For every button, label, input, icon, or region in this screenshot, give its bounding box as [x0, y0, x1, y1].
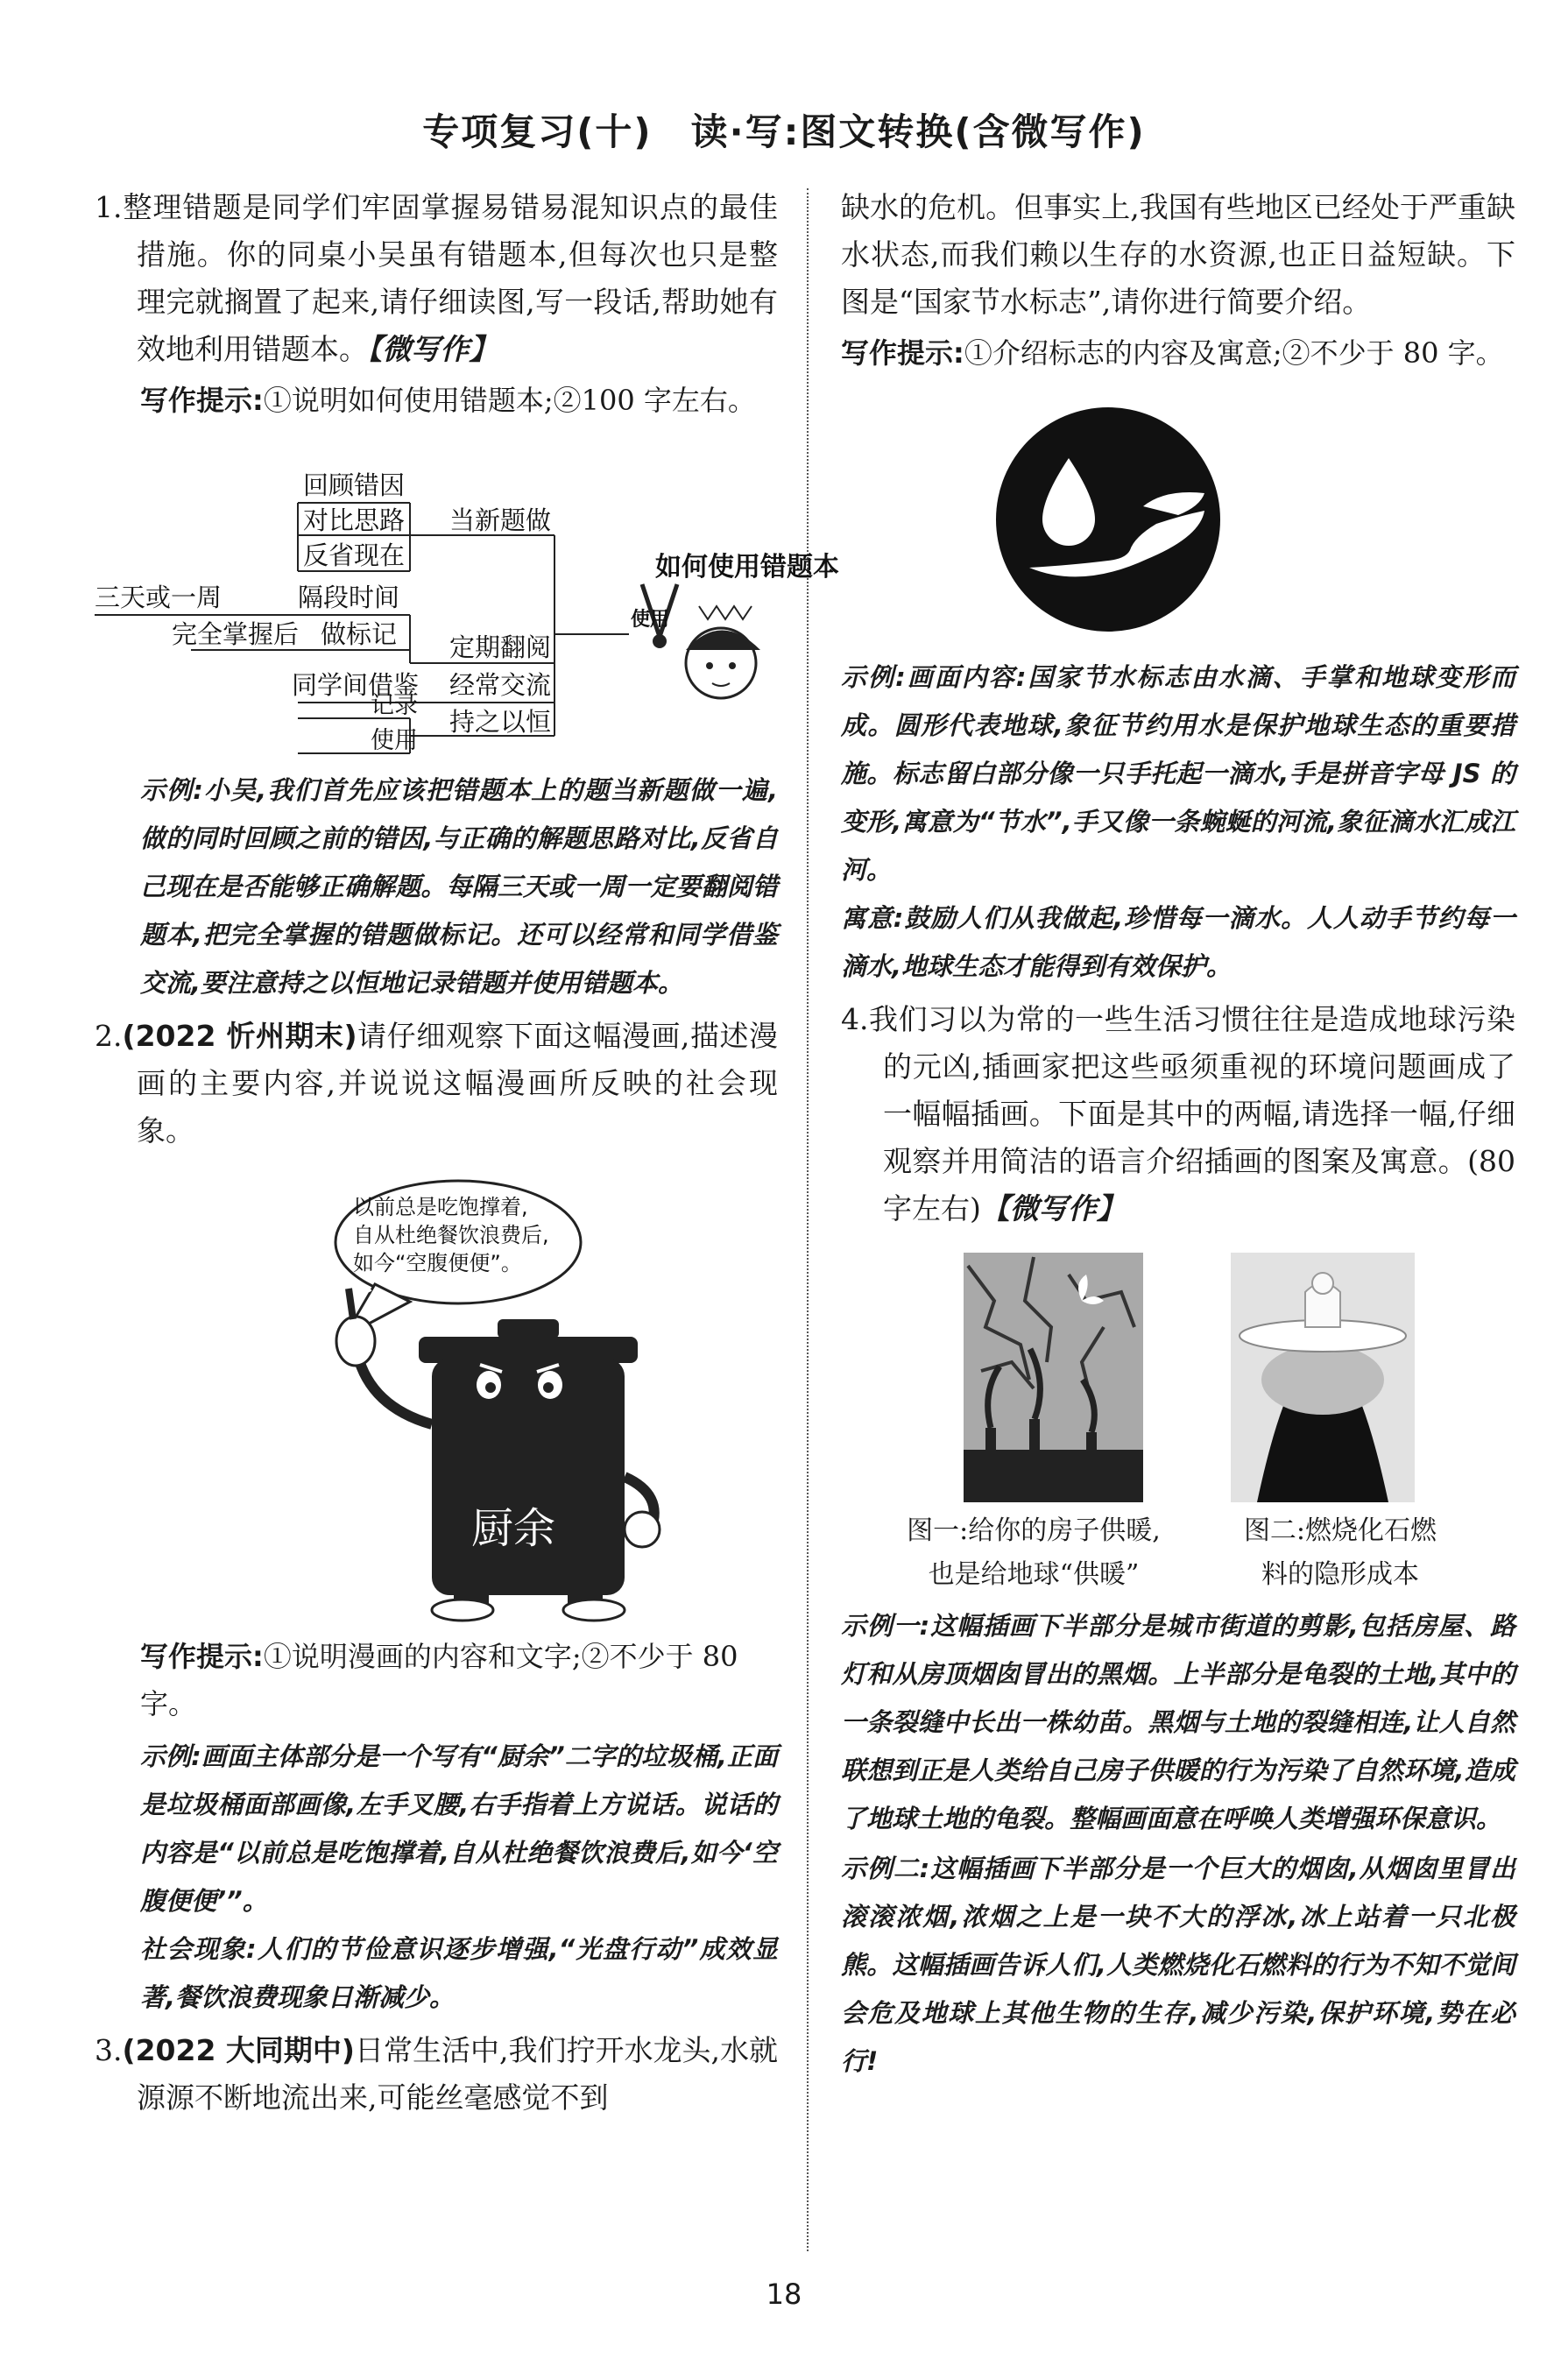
diagram-branch: 经常交流: [449, 670, 552, 700]
q2-text: 2.(2022 忻州期末)请仔细观察下面这幅漫画,描述漫画的主要内容,并说说这幅漫画所反映的社会现象。: [95, 1019, 778, 1148]
q4-answer-two: 示例二:这幅插画下半部分是一个巨大的烟囱,从烟囱里冒出滚滚浓烟,浓烟之上是一块不大的浮冰,冰上站着一只北极熊。这幅插画告诉人们,人类燃烧化石燃料的行为不知不觉间会危及地球上其他生物的生存,减少污染,保护环境,势在必行!: [841, 1854, 1515, 2076]
q3-meaning: 寓意:鼓励人们从我做起,珍惜每一滴水。人人动手节约每一滴水,地球生态才能得到有效保护。: [841, 903, 1515, 981]
q2-cartoon: [95, 1162, 778, 1626]
q1-diagram: [95, 431, 839, 759]
page-title: 专项复习(十) 读·写:图文转换(含微写作): [422, 110, 1146, 153]
q2-hint: 写作提示:①说明漫画的内容和文字;②不少于 80 字。: [140, 1640, 738, 1720]
diagram-use-label: 使用: [631, 609, 670, 631]
q1-answer: 示例:小吴,我们首先应该把错题本上的题当新题做一遍,做的同时回顾之前的错因,与正确的解题思路对比,反省自己现在是否能够正确解题。每隔三天或一周一定要翻阅错题本,把完全掌握的错题做标记。还可以经常和同学借鉴交流,要注意持之以恒地记录错题并使用错题本。: [140, 775, 778, 998]
q3-answer: 示例:画面内容:国家节水标志由水滴、手掌和地球变形而成。圆形代表地球,象征节约用水是保护地球生态的重要措施。标志留白部分像一只手托起一滴水,手是拼音字母 JS 的变形,寓意为“节水”,手又像一条蜿蜒的河流,象征滴水汇成江河。: [841, 662, 1515, 885]
q3-hint: 写作提示:①介绍标志的内容及寓意;②不少于 80 字。: [841, 336, 1504, 370]
q1-text: 1.整理错题是同学们牢固掌握易错易混知识点的最佳措施。你的同桌小吴虽有错题本,但每次也只是整理完就搁置了起来,请仔细读图,写一段话,帮助她有效地利用错题本。【微写作】: [95, 190, 778, 366]
page-number: 18: [766, 2278, 802, 2311]
cartoon-student-icon: [642, 584, 760, 698]
diagram-branch: 当新题做: [449, 505, 552, 535]
diagram-item: 记录: [371, 692, 418, 719]
q1-hint: 写作提示:①说明如何使用错题本;②100 字左右。: [140, 384, 756, 417]
left-column: [95, 184, 839, 2122]
diagram-title: 如何使用错题本: [655, 552, 839, 583]
diagram-item: 同学间借鉴: [292, 670, 420, 700]
q2-answer: 示例:画面主体部分是一个写有“厨余”二字的垃圾桶,正面是垃圾桶面部画像,左手叉腰,右手指着上方说话。说话的内容是“以前总是吃饱撑着,自从杜绝餐饮浪费后,如今‘空腹便便’”。: [140, 1741, 778, 1916]
trash-can-label: 厨余: [471, 1504, 556, 1553]
illustration-one: [964, 1253, 1143, 1502]
q3-text-left: 3.(2022 大同期中)日常生活中,我们拧开水龙头,水就源源不断地流出来,可能丝毫感觉不到: [95, 2033, 779, 2115]
trash-can-cartoon: [95, 1162, 778, 1626]
q2-social: 社会现象:人们的节俭意识逐步增强,“光盘行动”成效显著,餐饮浪费现象日渐减少。: [140, 1934, 778, 2012]
diagram-branch: 定期翻阅: [449, 632, 552, 662]
caption-one: 图一:给你的房子供暖, 也是给地球“供暖”: [907, 1515, 1161, 1590]
diagram-item: 使用: [371, 727, 418, 754]
q4-tag: 【微写作】: [980, 1191, 1126, 1225]
q4-text: 4.我们习以为常的一些生活习惯往往是造成地球污染的元凶,插画家把这些亟须重视的环境问题画成了一幅幅插画。下面是其中的两幅,请选择一幅,仔细观察并用简洁的语言介绍插画的图案及寓意。(80 字左右)【微写作】: [841, 1002, 1515, 1225]
diagram-item: 三天或一周: [95, 583, 222, 612]
water-logo-svg: [841, 384, 1515, 646]
column-divider: [807, 188, 809, 2251]
q4-captions: [841, 1509, 1515, 1597]
q1-tag: 【微写作】: [368, 332, 498, 366]
diagram-item: 反省现在: [303, 540, 406, 570]
diagram-branch: 持之以恒: [449, 707, 552, 737]
q4-answer-one: 示例一:这幅插画下半部分是城市街道的剪影,包括房屋、路灯和从房顶烟囱冒出的黑烟。上半部分是龟裂的土地,其中的一条裂缝中长出一株幼苗。黑烟与土地的裂缝相连,让人自然联想到正是人类给自己房子供暖的行为污染了自然环境,造成了地球土地的龟裂。整幅画面意在呼唤人类增强环保意识。: [841, 1611, 1515, 1833]
speech-line-3: 如今“空腹便便”。: [353, 1251, 522, 1275]
diagram-item: 完全掌握后: [172, 619, 300, 649]
water-saving-logo: [841, 384, 1515, 646]
illustrations-svg: [841, 1240, 1515, 1502]
q4-illustrations: [841, 1240, 1515, 1502]
diagram-item: 做标记: [321, 619, 398, 649]
diagram-item: 回顾错因: [303, 470, 406, 500]
speech-line-2: 自从杜绝餐饮浪费后,: [353, 1223, 549, 1247]
speech-line-1: 以前总是吃饱撑着,: [353, 1195, 528, 1219]
diagram-item: 隔段时间: [298, 583, 400, 612]
right-column: [841, 184, 1515, 2086]
mind-map-svg: [95, 431, 839, 759]
caption-two: 图二:燃烧化石燃 料的隐形成本: [1243, 1515, 1437, 1590]
diagram-item: 对比思路: [303, 505, 406, 535]
illustration-two: [1231, 1253, 1415, 1502]
q3-text-right: 缺水的危机。但事实上,我国有些地区已经处于严重缺水状态,而我们赖以生存的水资源,也正日益短缺。下图是“国家节水标志”,请你进行简要介绍。: [841, 190, 1515, 319]
trash-can-icon: [336, 1289, 660, 1621]
